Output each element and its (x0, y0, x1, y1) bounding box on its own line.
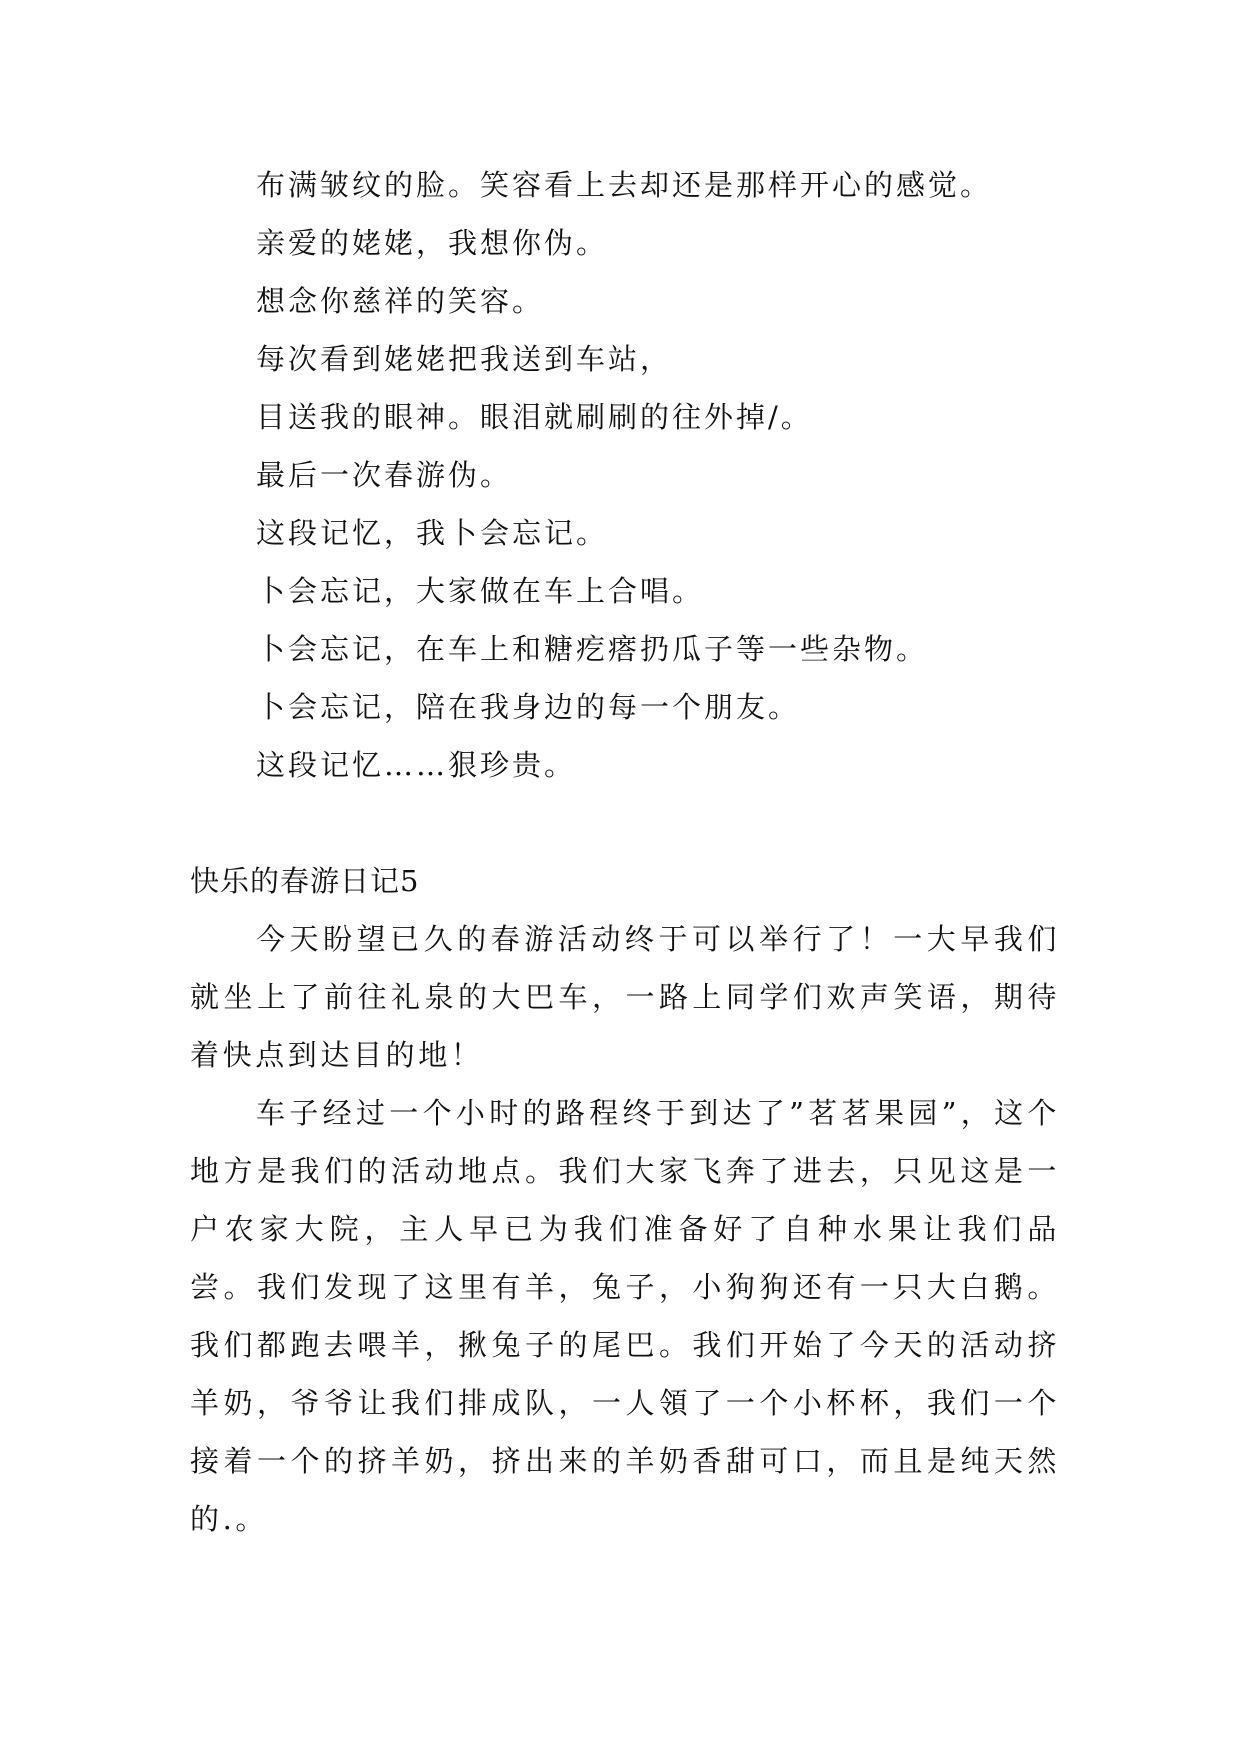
poem-line: 目送我的眼神。眼泪就刷刷的往外掉/。 (256, 400, 813, 434)
poem-line: 每次看到姥姥把我送到车站， (256, 342, 673, 376)
paragraph: 车子经过一个小时的路程终于到达了”茗茗果园”，这个地方是我们的活动地点。我们大家飞奔了进去，只见这是一户农家大院，主人早已为我们准备好了自种水果让我们品尝。我们发现了这里有羊，兔子，小狗狗还有一只大白鹅。我们都跑去喂羊，揪兔子的尾巴。我们开始了今天的活动挤羊奶，爷爷让我们排成队，一人領了一个小杯杯，我们一个接着一个的挤羊奶，挤出来的羊奶香甜可口，而且是纯天然的.。 (190, 1096, 1060, 1536)
poem-line: 想念你慈祥的笑容。 (256, 284, 545, 318)
poem-line: 亲爱的姥姥，我想你伪。 (256, 226, 609, 260)
poem-line: 这段记忆……狠珍贵。 (256, 748, 577, 782)
poem-line: 卜会忘记，在车上和糖疙瘩扔瓜子等一些杂物。 (256, 632, 929, 666)
poem-line: 卜会忘记，陪在我身边的每一个朋友。 (256, 690, 801, 724)
poem-line: 布满皱纹的脸。笑容看上去却还是那样开心的感觉。 (256, 168, 993, 202)
poem-line: 这段记忆，我卜会忘记。 (256, 516, 609, 550)
section-title: 快乐的春游日记5 (190, 864, 420, 898)
paragraph: 今天盼望已久的春游活动终于可以举行了！一大早我们就坐上了前往礼泉的大巴车，一路上同学们欢声笑语，期待着快点到达目的地！ (190, 922, 1060, 1072)
poem-line: 卜会忘记，大家做在车上合唱。 (256, 574, 705, 608)
poem-line: 最后一次春游伪。 (256, 458, 513, 492)
